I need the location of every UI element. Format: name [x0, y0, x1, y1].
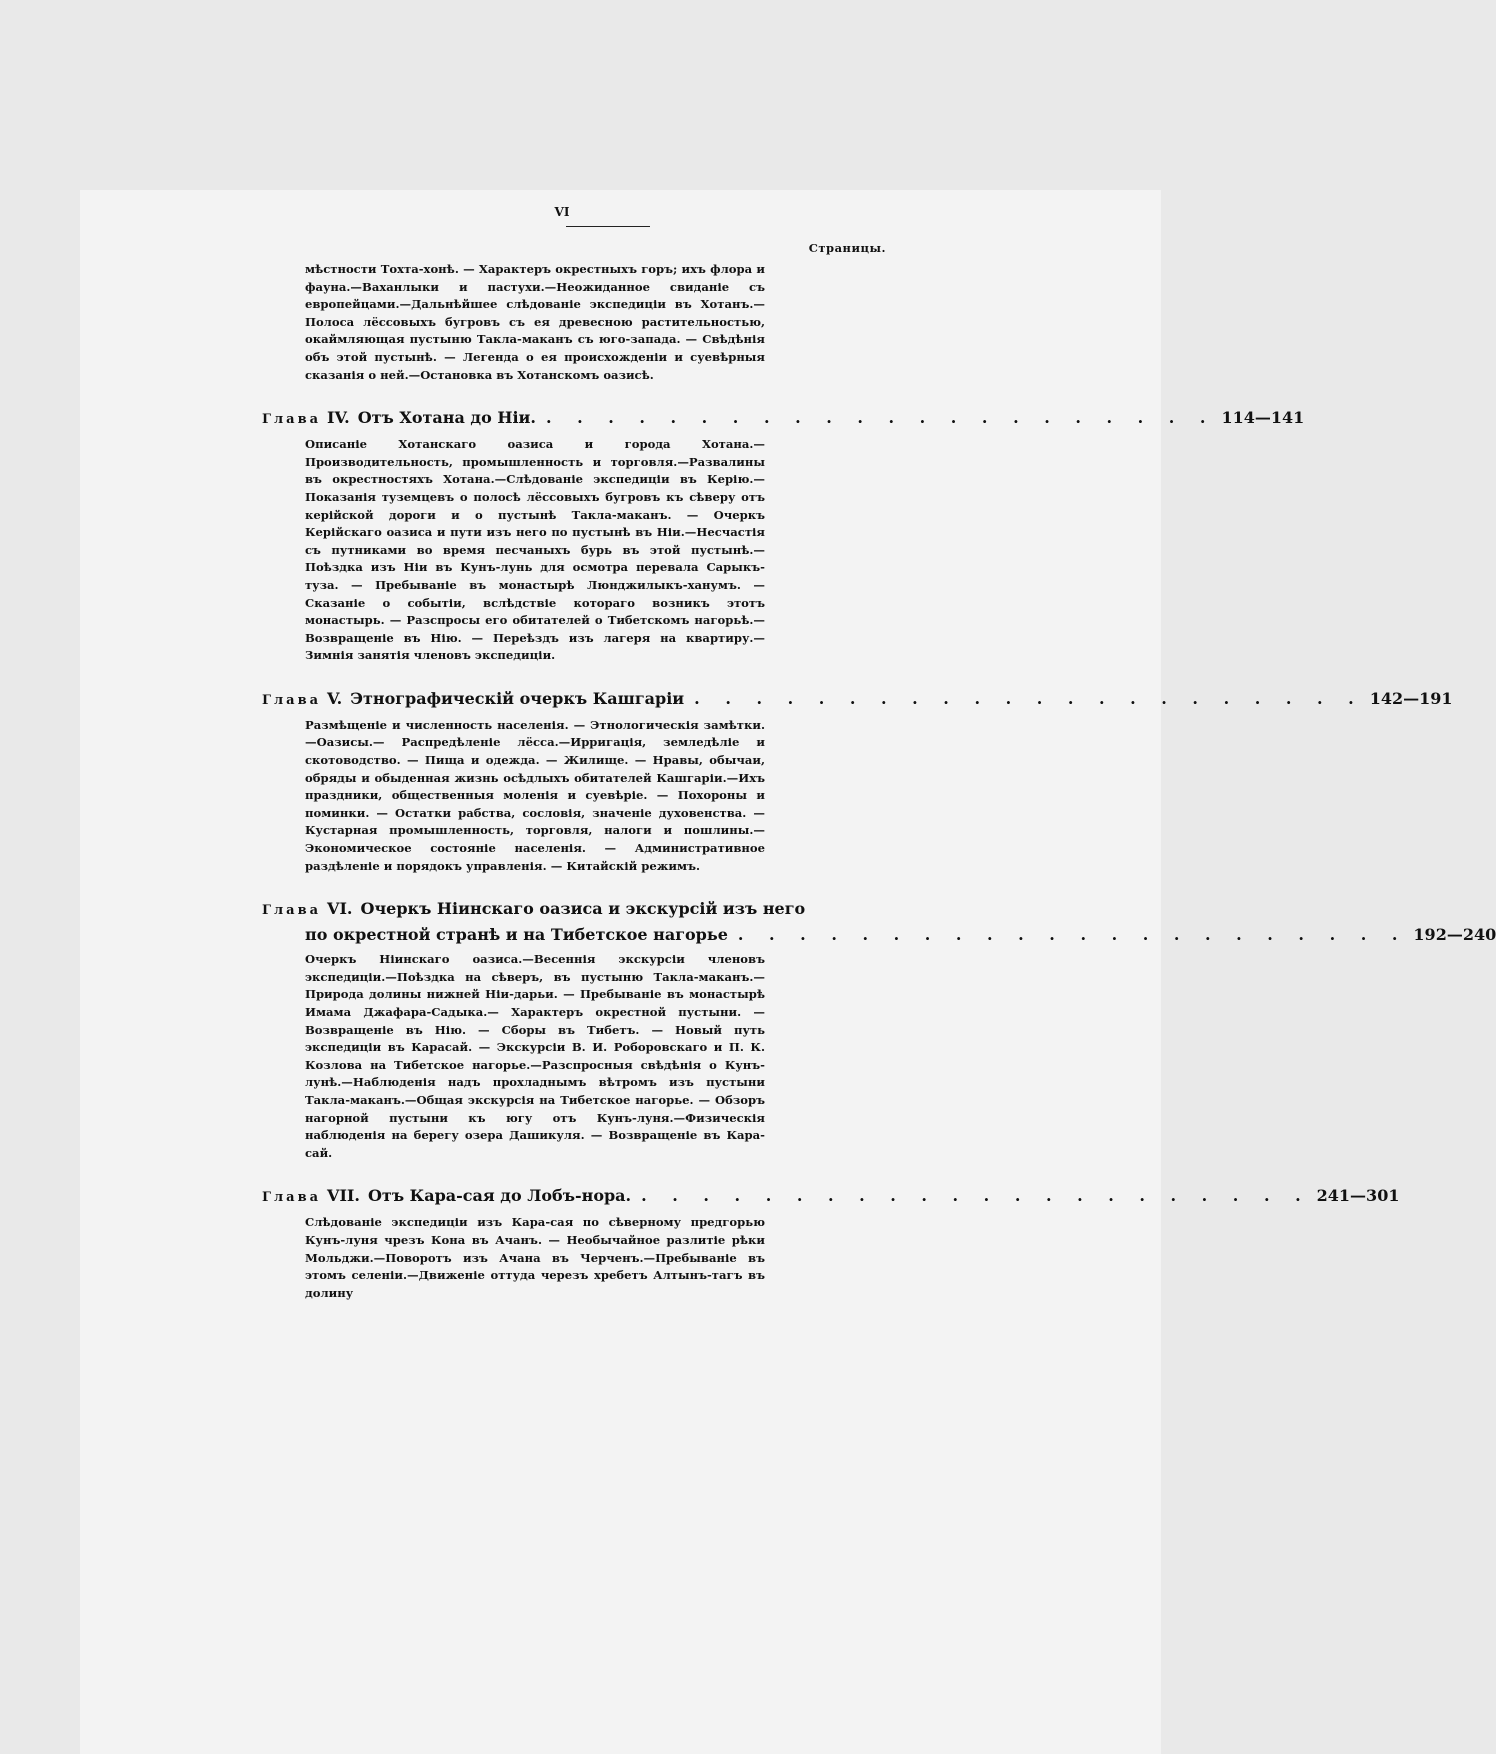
intro-summary: мѣстности Тохта-хонѣ. — Характеръ окрестныхъ горъ; ихъ флора и фауна.—Ваханлыки и пастухи.—Неожиданное свиданіе съ европейцами.—Дальнѣйшее слѣдованіе экспедиціи въ Хотанъ.—Полоса лёссовыхъ бугровъ съ ея древесною растительностью, окаймляющая пустыню Такла-маканъ съ юго-запада. — Свѣдѣнія объ этой пустынѣ. — Легенда о ея происхожденіи и суевѣрныя сказанія о ней.—Остановка въ Хотанскомъ оазисѣ.: [305, 262, 765, 382]
chapter-entry: [262, 897, 1496, 1162]
chapter-heading: [262, 406, 1305, 432]
chapter-entry: [262, 406, 1305, 665]
page-number-rule: [566, 226, 650, 227]
chapter-title: Очеркъ Ніинскаго оазиса и экскурсій изъ него: [360, 899, 806, 919]
chapter-summary: Описаніе Хотанскаго оазиса и города Хотана.—Производительность, промышленность и торговля.—Развалины въ окрестностяхъ Хотана.—Слѣдованіе экспедиціи въ Керію.—Показанія туземцевъ о полосѣ лёссовыхъ бугровъ къ сѣверу отъ керійской дороги и о пустынѣ Такла-маканъ. — Очеркъ Керійскаго оазиса и пути изъ него по пустынѣ въ Ніи.—Несчастія съ путниками во время песчаныхъ бурь въ этой пустынѣ.—Поѣздка изъ Ніи въ Кунъ-лунь для осмотра перевала Сарыкъ-туза. — Пребываніе въ монастырѣ Люнджилыкъ-ханумъ. — Сказаніе о событіи, вслѣдствіе котораго возникъ этотъ монастырь. — Разспросы его обитателей о Тибетскомъ нагорьѣ.— Возвращеніе въ Нію. — Переѣздъ изъ лагеря на квартиру.— Зимнія занятія членовъ экспедиціи.: [305, 437, 765, 663]
chapter-entry: [262, 687, 1453, 875]
chapter-number: VII.: [327, 1186, 360, 1206]
chapter-title: Этнографическій очеркъ Кашгаріи: [350, 688, 685, 708]
chapter-label: Глава: [262, 412, 322, 428]
chapter-heading: [262, 897, 880, 923]
chapter-pages: 114—141: [1221, 408, 1305, 428]
chapter-title: Отъ Кара-сая до Лобъ-нора.: [367, 1186, 632, 1206]
chapter-number: VI.: [327, 899, 353, 919]
chapter-heading-continuation: [262, 923, 1496, 947]
chapter-heading: [262, 1184, 1400, 1210]
chapter-entry: [262, 1184, 1400, 1302]
chapter-label: Глава: [262, 1190, 322, 1206]
leader-dots: . . . . . . . . . . . . . . . . . . . . . .: [641, 1186, 1311, 1206]
leader-dots: . . . . . . . . . . . . . . . . . . . . . .: [694, 688, 1364, 708]
chapter-pages: 192—240: [1413, 925, 1496, 945]
chapter-label: Глава: [262, 903, 322, 919]
chapter-summary: Очеркъ Ніинскаго оазиса.—Весеннія экскурсіи членовъ экспедиціи.—Поѣздка на сѣверъ, въ пустыню Такла-маканъ.—Природа долины нижней Ніи-дарьи. — Пребываніе въ монастырѣ Имама Джафара-Садыка.— Характеръ окрестной пустыни. — Возвращеніе въ Нію. — Сборы въ Тибетъ. — Новый путь экспедиціи въ Карасай. — Экскурсіи В. И. Роборовскаго и П. К. Козлова на Тибетское нагорье.—Разспросныя свѣдѣнія о Кунъ-лунѣ.—Наблюденія надъ прохладнымъ вѣтромъ изъ пустыни Такла-маканъ.—Общая экскурсія на Тибетское нагорье. — Обзоръ нагорной пустыни къ югу отъ Кунъ-луня.—Физическія наблюденія на берегу озера Дашикуля. — Возвращеніе въ Кара-сай.: [305, 952, 765, 1160]
chapter-number: V.: [327, 688, 343, 708]
leader-dots: . . . . . . . . . . . . . . . . . . . . . .: [737, 925, 1408, 945]
chapter-summary: Размѣщеніе и численность населенія. — Этнологическія замѣтки.—Оазисы.— Распредѣленіе лёсса.—Ирригація, земледѣліе и скотоводство. — Пища и одежда. — Жилище. — Нравы, обычаи, обряды и обыденная жизнь осѣдлыхъ обитателей Кашгаріи.—Ихъ праздники, общественныя моленія и суевѣріе. — Похороны и поминки. — Остатки рабства, сословія, значеніе духовенства. — Кустарная промышленность, торговля, налоги и пошлины.—Экономическое состояніе населенія. — Административное раздѣленіе и порядокъ управленія. — Китайскій режимъ.: [305, 717, 765, 873]
chapter-pages: 241—301: [1316, 1186, 1400, 1206]
chapter-pages: 142—191: [1369, 688, 1453, 708]
chapter-summary: Слѣдованіе экспедиціи изъ Кара-сая по сѣверному предгорью Кунъ-луня чрезъ Кона въ Ачанъ. — Необычайное разлитіе рѣки Мольджи.—Поворотъ изъ Ачана въ Черченъ.—Пребываніе въ этомъ селеніи.—Движеніе оттуда черезъ хребетъ Алтынъ-тагъ въ долину: [305, 1215, 765, 1300]
table-of-contents-page: [262, 205, 1496, 1302]
chapter-title: Отъ Хотана до Ніи.: [357, 408, 536, 428]
chapter-title-continuation: по окрестной странѣ и на Тибетское нагорье: [305, 925, 728, 945]
chapter-heading: [262, 687, 1453, 713]
chapter-number: IV.: [327, 408, 350, 428]
pages-column-header: Страницы.: [808, 241, 886, 255]
chapter-label: Глава: [262, 692, 322, 708]
page-number: VI: [554, 205, 570, 219]
leader-dots: . . . . . . . . . . . . . . . . . . . . . .: [545, 408, 1216, 428]
